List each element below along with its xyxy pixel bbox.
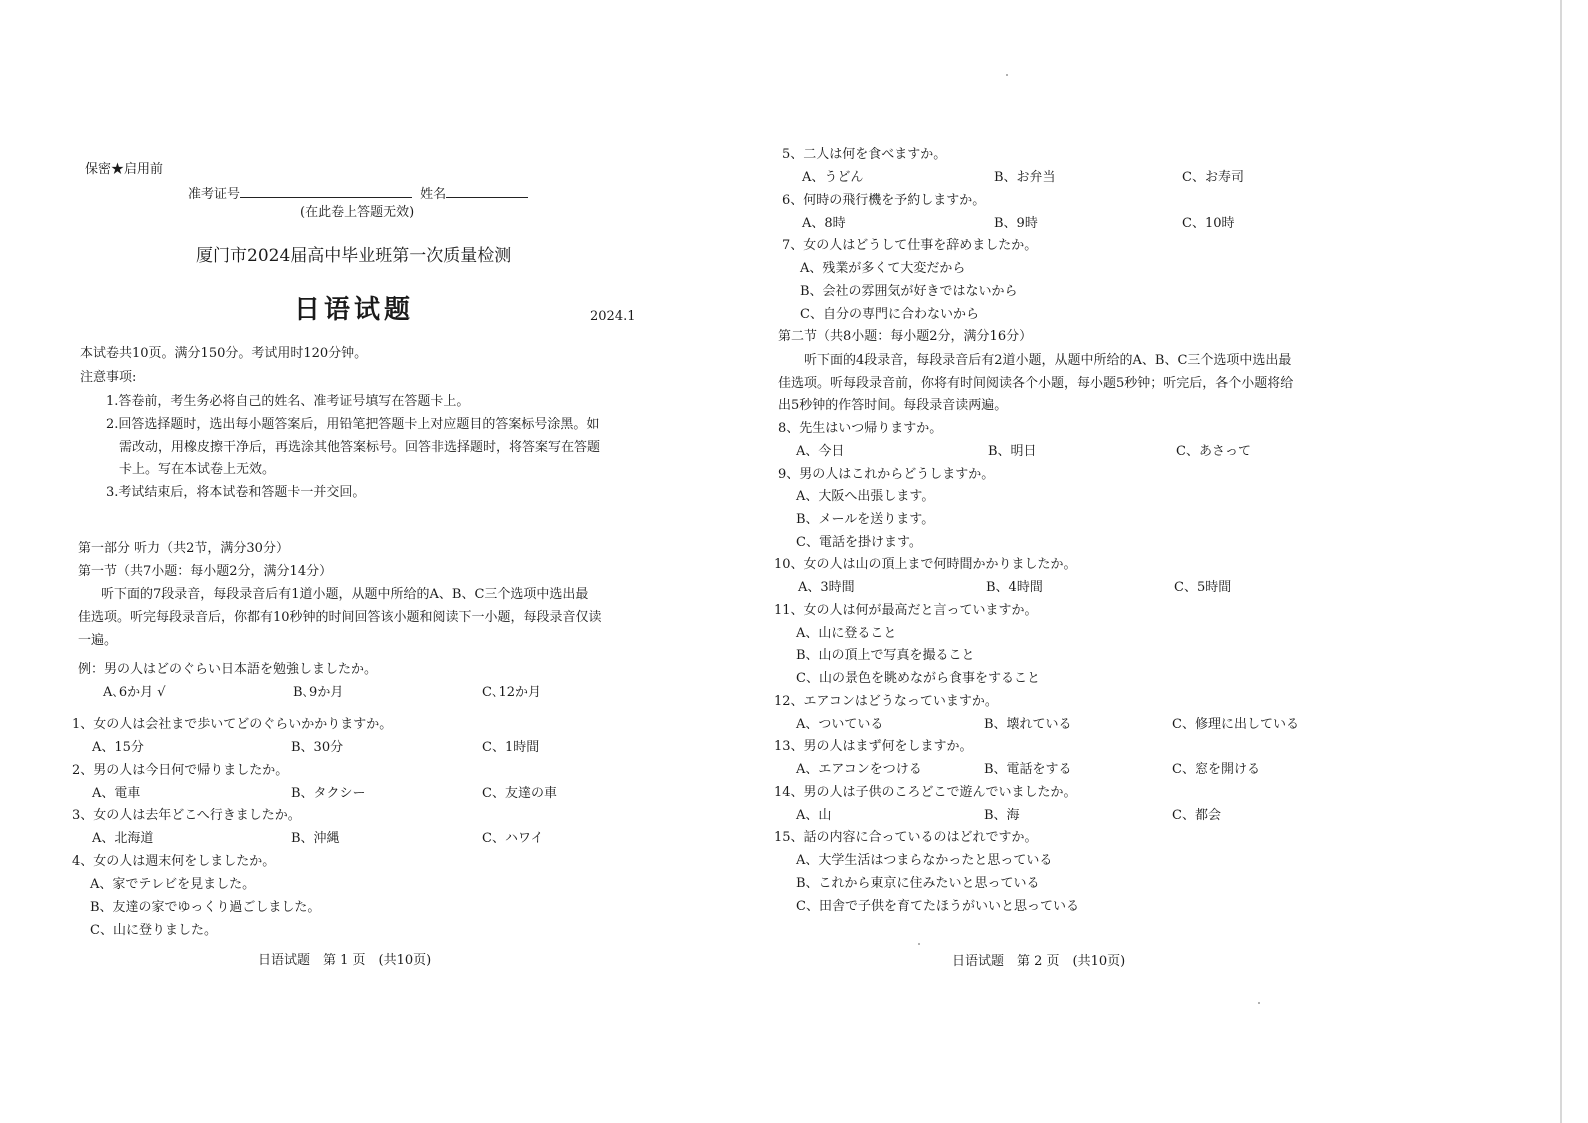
question-2-option-a: A、電車	[92, 786, 141, 801]
section1-heading: 第一节（共7小题：每小题2分，满分14分）	[78, 564, 333, 579]
question-13-option-b: B、電話をする	[984, 762, 1072, 777]
question-2: 2、男の人は今日何で帰りましたか。	[72, 763, 289, 778]
scan-speck	[1006, 74, 1008, 76]
question-10: 10、女の人は山の頂上まで何時間かかりましたか。	[774, 557, 1077, 572]
question-11-option-a: A、山に登ること	[796, 626, 897, 641]
section2-heading: 第二节（共8小题：每小题2分，满分16分）	[778, 329, 1033, 344]
question-6-option-b: B、9時	[994, 216, 1038, 231]
exam-title: 厦门市2024届高中毕业班第一次质量检测	[196, 246, 512, 266]
example-option-b: B､9か月	[293, 685, 344, 700]
question-15-option-b: B、これから東京に住みたいと思っている	[796, 876, 1040, 891]
example-option-c: C､12か月	[482, 685, 541, 700]
question-12-option-b: B、壊れている	[984, 717, 1072, 732]
question-7-option-c: C、自分の専門に合わないから	[800, 307, 979, 322]
question-9-option-c: C、電話を掛けます。	[796, 535, 922, 550]
notice-item-2-line-2: 需改动，用橡皮擦干净后，再选涂其他答案标号。回答非选择题时，将答案写在答题	[119, 440, 601, 455]
question-9-option-b: B、メールを送ります。	[796, 512, 935, 527]
question-3-option-a: A、北海道	[92, 831, 154, 846]
example-question: 例：男の人はどのぐらい日本語を勉強しましたか。	[78, 662, 378, 677]
question-13-option-c: C、窓を開ける	[1172, 762, 1260, 777]
question-12: 12、エアコンはどうなっていますか。	[774, 694, 998, 709]
invalid-note: (在此卷上答题无效)	[300, 205, 415, 220]
question-2-option-b: B、タクシー	[291, 786, 366, 801]
name-blank	[446, 183, 528, 198]
exam-page-1	[0, 0, 770, 1123]
page-footer-2: 日语试题 第 2 页 (共10页)	[952, 954, 1126, 969]
section1-instruction-line-1: 听下面的7段录音，每段录音后有1道小题，从题中所给的A、B、C三个选项中选出最	[101, 587, 589, 602]
question-14-option-c: C、都会	[1172, 808, 1221, 823]
question-8-option-a: A、今日	[796, 444, 845, 459]
subject-title: 日语试题	[294, 295, 415, 325]
question-2-option-c: C、友達の車	[482, 786, 557, 801]
question-5-option-b: B、お弁当	[994, 170, 1056, 185]
question-14: 14、男の人は子供のころどこで遊んでいましたか。	[774, 785, 1077, 800]
question-3: 3、女の人は去年どこへ行きましたか。	[72, 808, 301, 823]
question-8-option-c: C、あさって	[1176, 444, 1251, 459]
question-11-option-b: B、山の頂上で写真を撮ること	[796, 648, 975, 663]
notice-item-2-line-1: 2.回答选择题时，选出每小题答案后，用铅笔把答题卡上对应题目的答案标号涂黑。如	[106, 417, 600, 432]
question-14-option-a: A、山	[796, 808, 832, 823]
exam-page-2	[770, 0, 1588, 1123]
section2-instruction-line-1: 听下面的4段录音，每段录音后有2道小题，从题中所给的A、B、C三个选项中选出最	[804, 353, 1292, 368]
scan-speck	[1258, 1002, 1260, 1004]
example-option-a: A､6か月 √	[103, 685, 166, 700]
question-4-option-a: A、家でテレビを見ました。	[90, 877, 256, 892]
question-1-option-a: A、15分	[92, 740, 144, 755]
question-1-option-c: C、1時間	[482, 740, 540, 755]
question-7: 7、女の人はどうして仕事を辞めましたか。	[782, 238, 1038, 253]
question-9-option-a: A、大阪へ出張します。	[796, 489, 935, 504]
section2-instruction-line-3: 出5秒钟的作答时间。每段录音读两遍。	[778, 398, 1008, 413]
question-4-option-c: C、山に登りました。	[90, 923, 217, 938]
question-15-option-c: C、田舎で子供を育てたほうがいいと思っている	[796, 899, 1079, 914]
exam-id-row	[188, 183, 528, 204]
question-8-option-b: B、明日	[988, 444, 1037, 459]
page-footer-1: 日语试题 第 1 页 (共10页)	[258, 953, 432, 968]
exam-id-blank	[240, 183, 412, 198]
intro-text: 本试卷共10页。满分150分。考试用时120分钟。	[80, 346, 368, 361]
question-7-option-a: A、残業が多くて大変だから	[800, 261, 966, 276]
question-4-option-b: B、友達の家でゆっくり過ごしました。	[90, 900, 321, 915]
question-14-option-b: B、海	[984, 808, 1020, 823]
exam-date: 2024.1	[590, 309, 636, 324]
question-15: 15、話の内容に合っているのはどれですか。	[774, 830, 1038, 845]
part1-heading: 第一部分 听力（共2节，满分30分）	[78, 541, 289, 556]
question-10-option-c: C、5時間	[1174, 580, 1232, 595]
question-13-option-a: A、エアコンをつける	[796, 762, 922, 777]
section1-instruction-line-2: 佳选项。听完每段录音后，你都有10秒钟的时间回答该小题和阅读下一小题，每段录音仅读	[78, 610, 602, 625]
question-1: 1、女の人は会社まで歩いてどのぐらいかかりますか。	[72, 717, 393, 732]
question-6-option-c: C、10時	[1182, 216, 1235, 231]
notice-item-3: 3.考试结束后，将本试卷和答题卡一并交回。	[106, 485, 366, 500]
scan-speck	[918, 943, 920, 945]
question-9: 9、男の人はこれからどうしますか。	[778, 467, 995, 482]
question-11: 11、女の人は何が最高だと言っていますか。	[774, 603, 1038, 618]
question-3-option-b: B、沖縄	[291, 831, 340, 846]
notice-item-1: 1.答卷前，考生务必将自己的姓名、准考证号填写在答题卡上。	[106, 394, 470, 409]
question-13: 13、男の人はまず何をしますか。	[774, 739, 973, 754]
notice-item-2-line-3: 卡上。写在本试卷上无效。	[119, 462, 276, 477]
question-5: 5、二人は何を食べますか。	[782, 147, 947, 162]
question-6-option-a: A、8時	[802, 216, 846, 231]
question-3-option-c: C、ハワイ	[482, 831, 544, 846]
question-1-option-b: B、30分	[291, 740, 344, 755]
question-5-option-c: C、お寿司	[1182, 170, 1244, 185]
scan-edge-line	[1560, 0, 1562, 1123]
question-11-option-c: C、山の景色を眺めながら食事をすること	[796, 671, 1040, 686]
question-12-option-a: A、ついている	[796, 717, 884, 732]
question-10-option-b: B、4時間	[986, 580, 1043, 595]
section1-instruction-line-3: 一遍。	[78, 633, 118, 648]
question-12-option-c: C、修理に出している	[1172, 717, 1299, 732]
exam-id-label: 准考证号	[188, 187, 241, 202]
confidential-label: 保密★启用前	[85, 162, 164, 177]
question-15-option-a: A、大学生活はつまらなかったと思っている	[796, 853, 1053, 868]
name-label: 姓名	[420, 187, 447, 202]
notice-heading: 注意事项:	[80, 370, 137, 385]
question-5-option-a: A、うどん	[802, 170, 864, 185]
question-7-option-b: B、会社の雰囲気が好きではないから	[800, 284, 1018, 299]
question-4: 4、女の人は週末何をしましたか。	[72, 854, 276, 869]
section2-instruction-line-2: 佳选项。听每段录音前，你将有时间阅读各个小题，每小题5秒钟；听完后，各个小题将给	[778, 376, 1294, 391]
question-10-option-a: A、3時間	[798, 580, 855, 595]
question-8: 8、先生はいつ帰りますか。	[778, 421, 943, 436]
question-6: 6、何時の飛行機を予約しますか。	[782, 193, 986, 208]
